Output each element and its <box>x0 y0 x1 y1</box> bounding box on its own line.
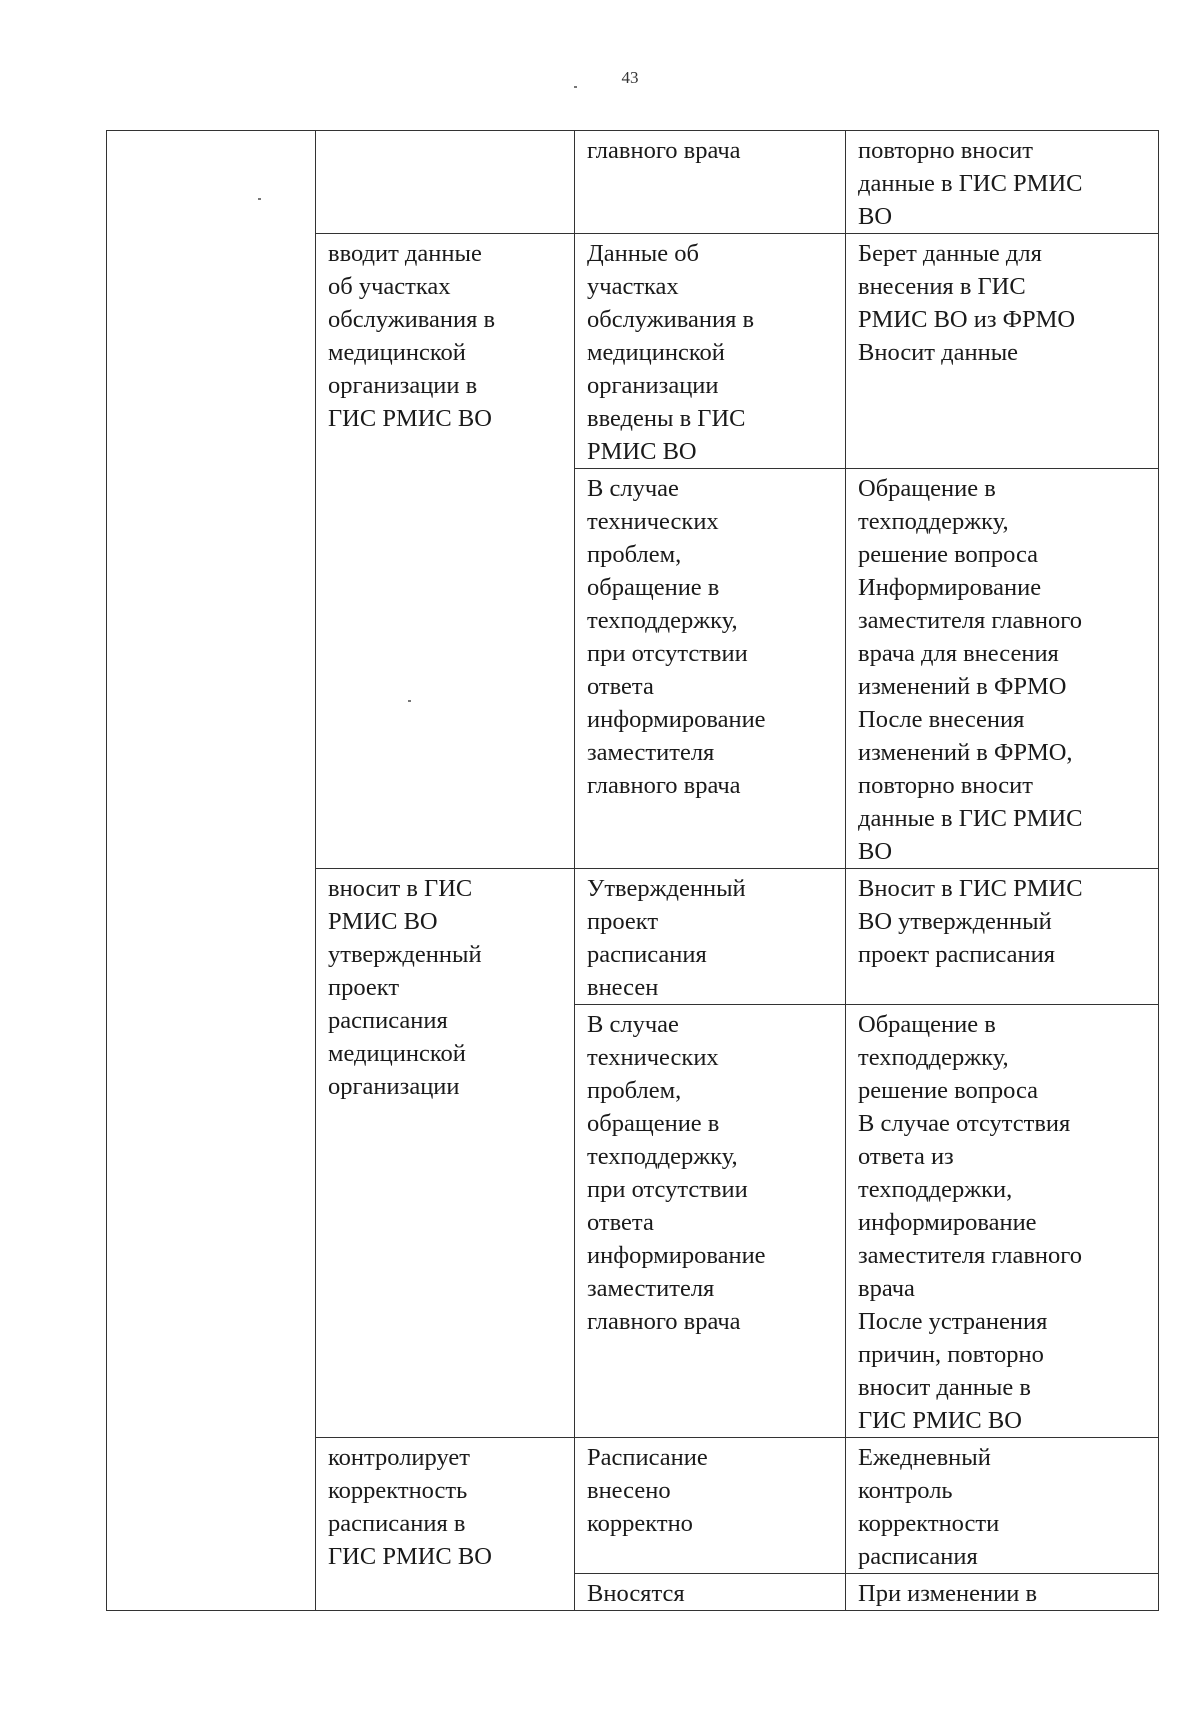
table-cell-result: главного врача <box>575 131 846 234</box>
table-cell-procedure: Обращение в техподдержку, решение вопроса В случае отсутствия ответа из техподдержки, информирование заместителя главного врача После устранения причин, повторно вносит данные в ГИС РМИС ВО <box>846 1005 1159 1438</box>
table-cell-procedure: Берет данные для внесения в ГИС РМИС ВО из ФРМО Вносит данные <box>846 234 1159 469</box>
page-number: 43 <box>621 68 639 87</box>
table-cell-action: вносит в ГИС РМИС ВО утвержденный проект расписания медицинской организации <box>316 869 575 1438</box>
table-cell-action: вводит данные об участках обслуживания в медицинской организации в ГИС РМИС ВО <box>316 234 575 869</box>
table-cell-procedure: Вносит в ГИС РМИС ВО утвержденный проект расписания <box>846 869 1159 1005</box>
table-row <box>107 131 1159 234</box>
table-cell-result: В случае технических проблем, обращение в техподдержку, при отсутствии ответа информирование заместителя главного врача <box>575 1005 846 1438</box>
table-cell-procedure: повторно вносит данные в ГИС РМИС ВО <box>846 131 1159 234</box>
table-cell-result: Утвержденный проект расписания внесен <box>575 869 846 1005</box>
table-cell-procedure: При изменении в <box>846 1574 1159 1611</box>
table-cell-empty <box>107 131 316 1611</box>
table-cell-procedure: Ежедневный контроль корректности расписания <box>846 1438 1159 1574</box>
table-cell-action: контролирует корректность расписания в ГИС РМИС ВО <box>316 1438 575 1611</box>
scan-speck <box>574 86 577 88</box>
process-table <box>106 130 1159 1611</box>
table-cell-result: В случае технических проблем, обращение в техподдержку, при отсутствии ответа информирование заместителя главного врача <box>575 469 846 869</box>
table-cell-action <box>316 131 575 234</box>
table-cell-result: Данные об участках обслуживания в медицинской организации введены в ГИС РМИС ВО <box>575 234 846 469</box>
table-cell-result: Расписание внесено корректно <box>575 1438 846 1574</box>
table-cell-procedure: Обращение в техподдержку, решение вопроса Информирование заместителя главного врача для внесения изменений в ФРМО После внесения изменений в ФРМО, повторно вносит данные в ГИС РМИС ВО <box>846 469 1159 869</box>
table-cell-result: Вносятся <box>575 1574 846 1611</box>
